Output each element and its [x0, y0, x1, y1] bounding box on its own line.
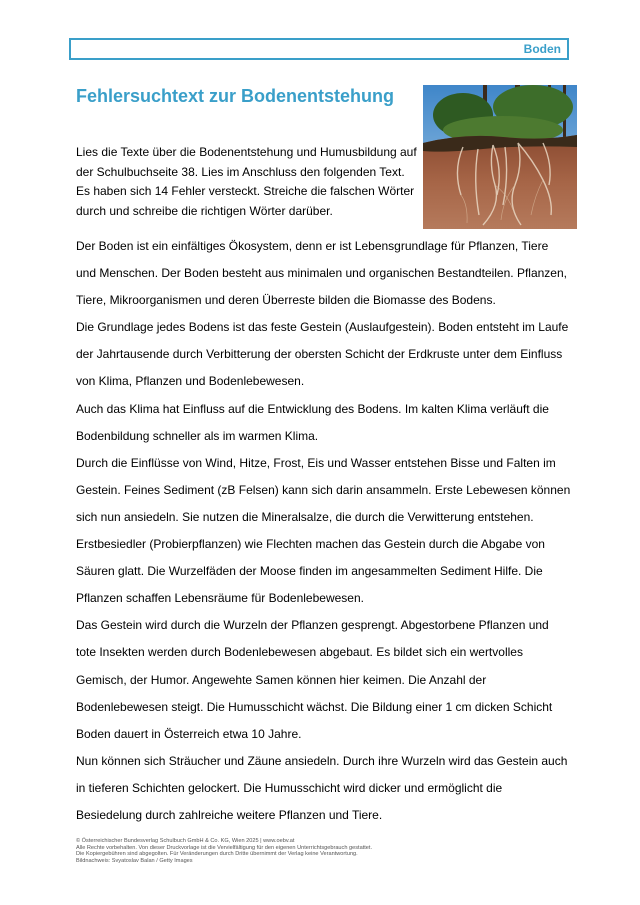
- text-line: Gestein. Feines Sediment (zB Felsen) kann sich darin ansammeln. Erste Lebewesen können: [76, 482, 571, 497]
- text-line: in tieferen Schichten gelockert. Die Humusschicht wird dicker und ermöglicht die: [76, 780, 503, 795]
- instructions: [76, 143, 421, 221]
- soil-roots-photo: [423, 85, 577, 229]
- text-line: Die Grundlage jedes Bodens ist das feste Gestein (Auslaufgestein). Boden entsteht im Laufe: [76, 320, 569, 335]
- footer: [76, 838, 576, 864]
- text-line: Tiere, Mikroorganismen und deren Überreste bilden die Biomasse des Bodens.: [76, 293, 496, 308]
- text-line: Gemisch, der Humor. Angewehte Samen können hier keimen. Die Anzahl der: [76, 672, 487, 687]
- text-line: Bodenlebewesen steigt. Die Humusschicht wächst. Die Bildung einer 1 cm dicken Schicht: [76, 699, 553, 714]
- text-line: Nun können sich Sträucher und Zäune ansiedeln. Durch ihre Wurzeln wird das Gestein auch: [76, 753, 568, 768]
- text-line: Der Boden ist ein einfältiges Ökosystem, denn er ist Lebensgrundlage für Pflanzen, Tiere: [76, 239, 549, 253]
- footer-copyright: © Österreichischer Bundesverlag Schulbuch GmbH & Co. KG, Wien 2025 | www.oebv.at: [76, 838, 295, 844]
- text-line: Bodenbildung schneller als im warmen Klima.: [76, 428, 319, 443]
- text-line: und Menschen. Der Boden besteht aus minimalen und organischen Bestandteilen. Pflanzen,: [76, 266, 567, 281]
- instruction-line: durch und schreibe die richtigen Wörter darüber.: [76, 203, 333, 218]
- footer-rights: Alle Rechte vorbehalten. Von dieser Druckvorlage ist die Vervielfältigung für den eigenen Unterrichtsgebrauch gestattet.: [76, 844, 373, 851]
- footer-fees: Die Kopiergebühren sind abgegolten. Für Veränderungen durch Dritte übernimmt der Verlag keine Verantwortung.: [76, 851, 358, 858]
- instruction-line: der Schulbuchseite 38. Lies im Anschluss den folgenden Text.: [76, 164, 405, 179]
- header-label: Boden: [523, 42, 561, 56]
- text-line: Boden dauert in Österreich etwa 10 Jahre.: [76, 726, 302, 741]
- text-line: Auch das Klima hat Einfluss auf die Entwicklung des Bodens. Im kalten Klima verläuft die: [76, 401, 549, 416]
- instruction-line: Lies die Texte über die Bodenentstehung und Humusbildung auf: [76, 145, 417, 159]
- text-line: tote Insekten werden durch Bodenlebewesen abgebaut. Es bildet sich ein wertvolles: [76, 645, 523, 660]
- instruction-line: Es haben sich 14 Fehler versteckt. Streiche die falschen Wörter: [76, 184, 415, 198]
- header-bar: [69, 38, 569, 60]
- text-line: Besiedelung durch zahlreiche weitere Pflanzen und Tiere.: [76, 807, 383, 822]
- text-line: Das Gestein wird durch die Wurzeln der Pflanzen gesprengt. Abgestorbene Pflanzen und: [76, 618, 549, 633]
- page-title: Fehlersuchtext zur Bodenentstehung: [76, 86, 395, 106]
- text-line: Säuren glatt. Die Wurzelfäden der Moose finden im angesammelten Sediment Hilfe. Die: [76, 564, 543, 579]
- footer-image-credit: Bildnachweis: Svyatoslav Balan / Getty Images: [76, 857, 193, 864]
- text-line: von Klima, Pflanzen und Bodenlebewesen.: [76, 374, 305, 389]
- error-text: [76, 233, 571, 829]
- text-line: sich nun ansiedeln. Sie nutzen die Mineralsalze, die durch die Verwitterung entstehen.: [76, 509, 534, 524]
- text-line: Pflanzen schaffen Lebensräume für Bodenlebewesen.: [76, 591, 364, 606]
- text-line: Erstbesiedler (Probierpflanzen) wie Flechten machen das Gestein durch die Abgabe von: [76, 537, 545, 552]
- text-line: Durch die Einflüsse von Wind, Hitze, Frost, Eis und Wasser entstehen Bisse und Falten im: [76, 455, 556, 470]
- text-line: der Jahrtausende durch Verbitterung der obersten Schicht der Erdkruste unter dem Einfluss: [76, 347, 563, 362]
